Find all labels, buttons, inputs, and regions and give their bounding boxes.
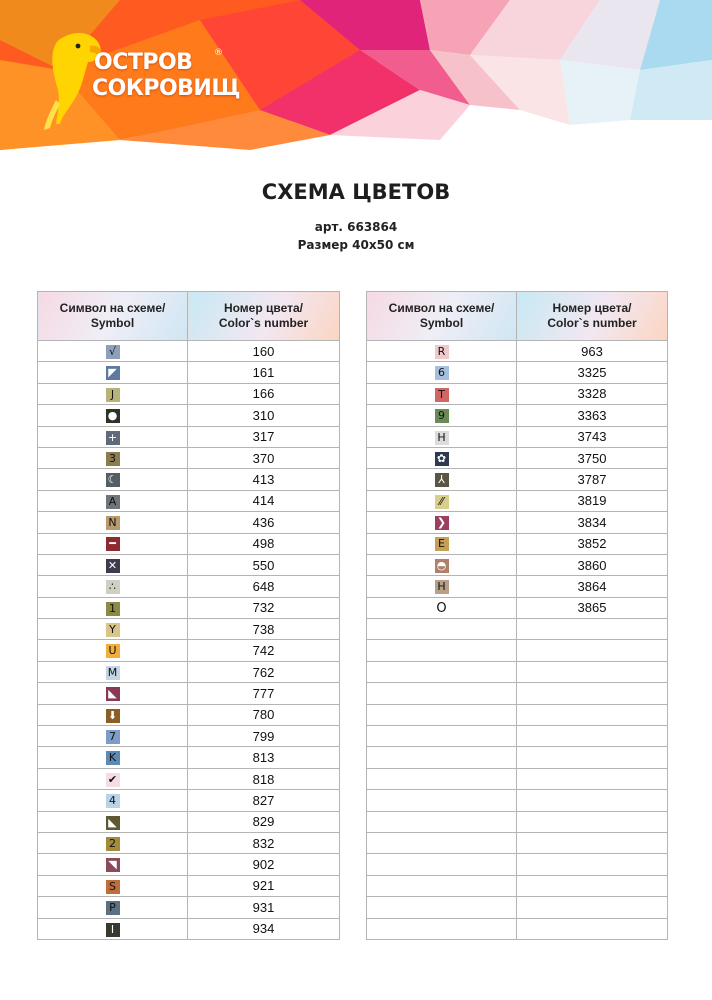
- table-row: [38, 832, 340, 853]
- table-row: [38, 405, 340, 426]
- symbol-cell: [367, 512, 517, 533]
- color-number-cell: 777: [188, 683, 340, 704]
- color-symbol: N: [106, 516, 120, 530]
- color-symbol: 4: [106, 794, 120, 808]
- color-table-left: [37, 291, 340, 940]
- table-row: [367, 383, 668, 404]
- table-row: [38, 447, 340, 468]
- color-number-cell: 742: [188, 640, 340, 661]
- color-number-cell: 829: [188, 811, 340, 832]
- table-row: [367, 426, 668, 447]
- color-number-cell: [517, 661, 668, 682]
- table-body-right: [367, 341, 668, 940]
- color-number-cell: 161: [188, 362, 340, 383]
- color-number-cell: 370: [188, 447, 340, 468]
- symbol-cell: [367, 640, 517, 661]
- symbol-cell: [38, 341, 188, 362]
- color-symbol: ◣: [106, 687, 120, 701]
- color-symbol: ━: [106, 537, 120, 551]
- table-row: [367, 683, 668, 704]
- table-row: [367, 661, 668, 682]
- symbol-cell: [38, 554, 188, 575]
- table-row: [38, 897, 340, 918]
- header-symbol-line1: Символ на схеме/: [59, 301, 166, 315]
- symbol-cell: [38, 383, 188, 404]
- color-symbol: 3: [106, 452, 120, 466]
- table-row: [367, 854, 668, 875]
- table-row: [38, 854, 340, 875]
- symbol-cell: [38, 726, 188, 747]
- table-row: [367, 726, 668, 747]
- color-symbol: √: [106, 345, 120, 359]
- color-number-cell: 498: [188, 533, 340, 554]
- symbol-cell: [367, 619, 517, 640]
- color-number-cell: 3750: [517, 447, 668, 468]
- header-number-line2: Color`s number: [547, 316, 637, 330]
- color-number-cell: 931: [188, 897, 340, 918]
- table-row: [38, 469, 340, 490]
- table-row: [367, 576, 668, 597]
- color-number-cell: 963: [517, 341, 668, 362]
- table-row: [367, 447, 668, 468]
- color-symbol: +: [106, 431, 120, 445]
- symbol-cell: [367, 768, 517, 789]
- color-number-cell: [517, 854, 668, 875]
- symbol-cell: [367, 832, 517, 853]
- color-number-cell: 3834: [517, 512, 668, 533]
- color-symbol: I: [106, 923, 120, 937]
- color-number-cell: 648: [188, 576, 340, 597]
- table-header-row: [367, 292, 668, 341]
- table-row: [38, 490, 340, 511]
- symbol-cell: [38, 426, 188, 447]
- color-number-cell: 3865: [517, 597, 668, 618]
- table-row: [38, 554, 340, 575]
- symbol-cell: [38, 790, 188, 811]
- color-number-cell: 310: [188, 405, 340, 426]
- symbol-cell: [367, 726, 517, 747]
- color-symbol: ◥: [106, 858, 120, 872]
- symbol-cell: [367, 683, 517, 704]
- color-symbol: 7: [106, 730, 120, 744]
- color-number-cell: 832: [188, 832, 340, 853]
- symbol-cell: [367, 533, 517, 554]
- symbol-cell: [38, 704, 188, 725]
- color-number-cell: 436: [188, 512, 340, 533]
- table-row: [367, 747, 668, 768]
- symbol-cell: [367, 918, 517, 939]
- color-symbol: ◓: [435, 559, 449, 573]
- header-symbol: [367, 292, 517, 341]
- symbol-cell: [367, 554, 517, 575]
- symbol-cell: [38, 533, 188, 554]
- symbol-cell: [367, 897, 517, 918]
- table-row: [367, 554, 668, 575]
- color-number-cell: 3328: [517, 383, 668, 404]
- color-symbol: ∴: [106, 580, 120, 594]
- table-row: [38, 747, 340, 768]
- table-row: [367, 640, 668, 661]
- color-table-right: [366, 291, 668, 940]
- table-row: [38, 383, 340, 404]
- table-row: [367, 341, 668, 362]
- table-row: [38, 426, 340, 447]
- color-number-cell: 413: [188, 469, 340, 490]
- color-number-cell: 414: [188, 490, 340, 511]
- color-number-cell: 166: [188, 383, 340, 404]
- color-symbol: S: [106, 880, 120, 894]
- color-number-cell: 3860: [517, 554, 668, 575]
- symbol-cell: [367, 426, 517, 447]
- color-symbol: M: [106, 666, 120, 680]
- table-row: [38, 683, 340, 704]
- symbol-cell: [38, 512, 188, 533]
- color-symbol: U: [106, 644, 120, 658]
- table-row: [38, 661, 340, 682]
- color-number-cell: 827: [188, 790, 340, 811]
- symbol-cell: [38, 597, 188, 618]
- color-number-cell: [517, 790, 668, 811]
- table-row: [38, 790, 340, 811]
- color-number-cell: 780: [188, 704, 340, 725]
- color-symbol: ⬇: [106, 709, 120, 723]
- color-symbol: H: [435, 431, 449, 445]
- table-row: [367, 405, 668, 426]
- color-symbol: ✕: [106, 559, 120, 573]
- symbol-cell: [367, 383, 517, 404]
- canvas-size: Размер 40х50 см: [297, 238, 415, 252]
- header-number-line2: Color`s number: [218, 316, 309, 330]
- header-banner: [0, 0, 712, 150]
- color-number-cell: 317: [188, 426, 340, 447]
- table-row: [38, 597, 340, 618]
- color-number-cell: [517, 918, 668, 939]
- symbol-cell: [367, 790, 517, 811]
- table-row: [38, 875, 340, 896]
- table-row: [367, 918, 668, 939]
- color-symbol: A: [106, 495, 120, 509]
- table-row: [367, 875, 668, 896]
- color-symbol: ●: [106, 409, 120, 423]
- color-number-cell: [517, 768, 668, 789]
- color-symbol: H: [435, 580, 449, 594]
- table-row: [38, 768, 340, 789]
- color-number-cell: 3787: [517, 469, 668, 490]
- color-number-cell: [517, 619, 668, 640]
- table-row: [38, 811, 340, 832]
- color-number-cell: [517, 832, 668, 853]
- color-number-cell: 818: [188, 768, 340, 789]
- table-row: [367, 832, 668, 853]
- color-symbol: ◤: [106, 366, 120, 380]
- symbol-cell: [367, 811, 517, 832]
- header-symbol-line2: Symbol: [419, 316, 464, 330]
- symbol-cell: [367, 661, 517, 682]
- symbol-cell: [38, 447, 188, 468]
- color-symbol: P: [106, 901, 120, 915]
- color-symbol: ✔: [106, 773, 120, 787]
- color-number-cell: 550: [188, 554, 340, 575]
- symbol-cell: [38, 832, 188, 853]
- symbol-cell: [367, 747, 517, 768]
- symbol-cell: [367, 875, 517, 896]
- symbol-cell: [38, 683, 188, 704]
- symbol-cell: [367, 341, 517, 362]
- symbol-cell: [38, 747, 188, 768]
- symbol-cell: [38, 897, 188, 918]
- color-number-cell: 160: [188, 341, 340, 362]
- color-symbol: O: [436, 600, 447, 616]
- header-number-line1: Номер цвета/: [223, 301, 304, 315]
- header-number: [517, 292, 668, 341]
- table-body-left: [38, 341, 340, 940]
- color-number-cell: [517, 704, 668, 725]
- symbol-cell: [367, 447, 517, 468]
- symbol-cell: [38, 811, 188, 832]
- symbol-cell: [38, 362, 188, 383]
- table-row: [367, 533, 668, 554]
- header-symbol-line2: Symbol: [90, 316, 135, 330]
- color-number-cell: 902: [188, 854, 340, 875]
- color-number-cell: 762: [188, 661, 340, 682]
- color-number-cell: 3363: [517, 405, 668, 426]
- table-row: [367, 897, 668, 918]
- symbol-cell: [38, 640, 188, 661]
- color-number-cell: 3819: [517, 490, 668, 511]
- table-row: [367, 490, 668, 511]
- color-symbol: R: [435, 345, 449, 359]
- color-number-cell: 813: [188, 747, 340, 768]
- color-number-cell: 921: [188, 875, 340, 896]
- symbol-cell: [367, 362, 517, 383]
- table-row: [367, 790, 668, 811]
- color-symbol: Y: [106, 623, 120, 637]
- table-row: [367, 597, 668, 618]
- color-number-cell: 799: [188, 726, 340, 747]
- color-number-cell: 3852: [517, 533, 668, 554]
- table-row: [38, 576, 340, 597]
- color-symbol: ❯: [435, 516, 449, 530]
- table-row: [367, 768, 668, 789]
- header-symbol-line1: Символ на схеме/: [388, 301, 495, 315]
- color-number-cell: 3325: [517, 362, 668, 383]
- color-symbol: 1: [106, 602, 120, 616]
- color-number-cell: 3743: [517, 426, 668, 447]
- symbol-cell: [38, 619, 188, 640]
- color-symbol: ⅄: [435, 473, 449, 487]
- table-row: [38, 533, 340, 554]
- symbol-cell: [38, 661, 188, 682]
- color-symbol: E: [435, 537, 449, 551]
- color-number-cell: [517, 640, 668, 661]
- table-row: [38, 362, 340, 383]
- brand-name-line2: СОКРОВИЩ: [92, 76, 241, 101]
- color-number-cell: 738: [188, 619, 340, 640]
- table-row: [38, 619, 340, 640]
- table-row: [38, 640, 340, 661]
- color-number-cell: 732: [188, 597, 340, 618]
- color-number-cell: [517, 747, 668, 768]
- table-row: [367, 512, 668, 533]
- table-row: [367, 619, 668, 640]
- article-number: арт. 663864: [314, 220, 398, 234]
- symbol-cell: [38, 469, 188, 490]
- header-symbol: [38, 292, 188, 341]
- color-symbol: 9: [435, 409, 449, 423]
- symbol-cell: [367, 405, 517, 426]
- table-row: [367, 362, 668, 383]
- table-row: [38, 726, 340, 747]
- symbol-cell: [367, 854, 517, 875]
- color-number-cell: [517, 897, 668, 918]
- brand-name-line1: ОСТРОВ: [94, 50, 193, 75]
- color-symbol: 2: [106, 837, 120, 851]
- color-number-cell: 3864: [517, 576, 668, 597]
- page-title: СХЕМА ЦВЕТОВ: [261, 180, 451, 204]
- color-symbol: K: [106, 751, 120, 765]
- table-row: [367, 811, 668, 832]
- table-row: [367, 469, 668, 490]
- table-row: [38, 918, 340, 939]
- symbol-cell: [38, 875, 188, 896]
- symbol-cell: [367, 597, 517, 618]
- table-row: [38, 341, 340, 362]
- color-symbol: 6: [435, 366, 449, 380]
- color-number-cell: [517, 726, 668, 747]
- symbol-cell: [38, 490, 188, 511]
- color-symbol: ⁄⁄: [435, 495, 449, 509]
- table-row: [38, 704, 340, 725]
- symbol-cell: [367, 469, 517, 490]
- color-symbol: ✿: [435, 452, 449, 466]
- color-number-cell: [517, 683, 668, 704]
- table-row: [38, 512, 340, 533]
- color-symbol: ◣: [106, 816, 120, 830]
- header-number: [188, 292, 340, 341]
- color-number-cell: 934: [188, 918, 340, 939]
- symbol-cell: [367, 704, 517, 725]
- table-row: [367, 704, 668, 725]
- symbol-cell: [367, 490, 517, 511]
- symbol-cell: [367, 576, 517, 597]
- symbol-cell: [38, 918, 188, 939]
- table-header-row: [38, 292, 340, 341]
- color-symbol: J: [106, 388, 120, 402]
- color-symbol: ☾: [106, 473, 120, 487]
- color-number-cell: [517, 875, 668, 896]
- header-number-line1: Номер цвета/: [552, 301, 632, 315]
- registered-mark: ®: [214, 48, 223, 58]
- color-number-cell: [517, 811, 668, 832]
- symbol-cell: [38, 854, 188, 875]
- symbol-cell: [38, 768, 188, 789]
- color-symbol: T: [435, 388, 449, 402]
- symbol-cell: [38, 405, 188, 426]
- symbol-cell: [38, 576, 188, 597]
